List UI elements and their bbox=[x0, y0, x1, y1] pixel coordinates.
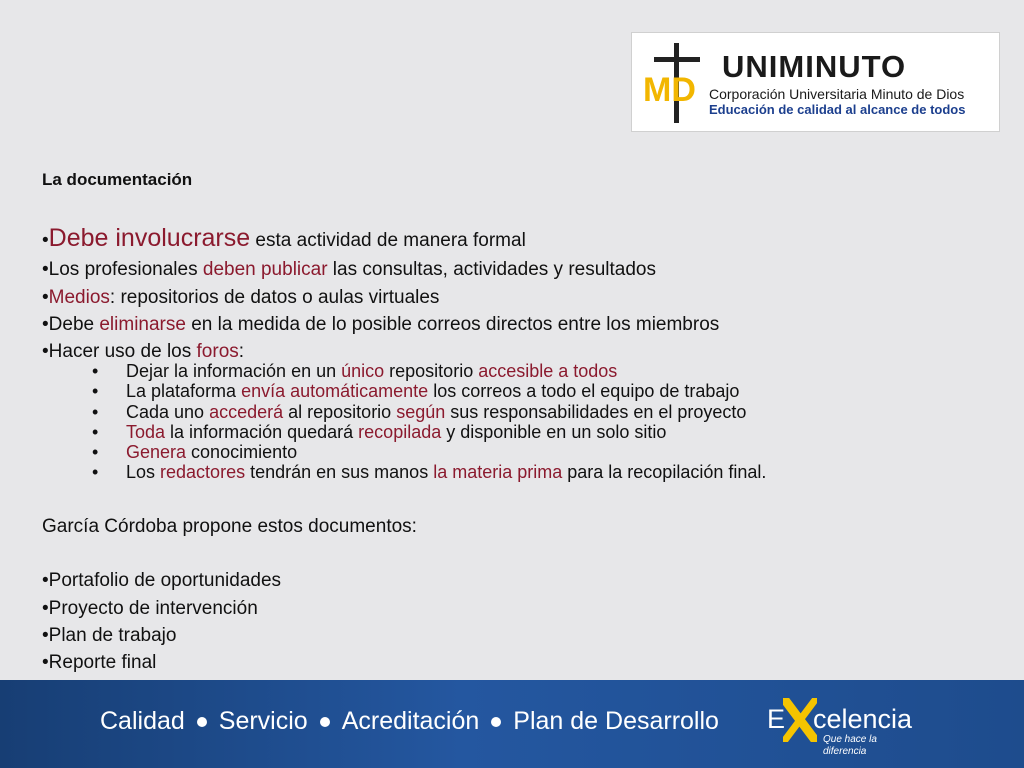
footer-item: Servicio bbox=[218, 707, 308, 735]
bullet-separator-icon bbox=[491, 717, 501, 727]
subbullet-6: • Los redactores tendrán en sus manos la materia prima para la recopilación final. bbox=[92, 462, 767, 482]
bullet-2: •Los profesionales deben publicar las consultas, actividades y resultados bbox=[42, 259, 656, 280]
subbullet-1: • Dejar la información en un único repositorio accesible a todos bbox=[92, 361, 618, 381]
footer-item: Plan de Desarrollo bbox=[513, 707, 719, 735]
document-item: •Reporte final bbox=[42, 652, 157, 673]
proposal-text: García Córdoba propone estos documentos: bbox=[42, 516, 417, 537]
bullet-separator-icon bbox=[197, 717, 207, 727]
bullet-4: •Debe eliminarse en la medida de lo posible correos directos entre los miembros bbox=[42, 314, 720, 335]
document-item: •Plan de trabajo bbox=[42, 625, 177, 646]
bullet-1: •Debe involucrarse esta actividad de manera formal bbox=[42, 224, 526, 252]
emphasis: Medios bbox=[48, 287, 110, 308]
emphasis: foros bbox=[196, 341, 239, 362]
svg-text:MD: MD bbox=[643, 71, 696, 109]
subbullet-2: • La plataforma envía automáticamente los correos a todo el equipo de trabajo bbox=[92, 381, 740, 401]
excelencia-tagline: Que hace la diferencia bbox=[823, 734, 877, 757]
subbullet-4: • Toda la información quedará recopilada y disponible en un solo sitio bbox=[92, 422, 667, 442]
document-item: •Proyecto de intervención bbox=[42, 598, 258, 619]
subbullet-3: • Cada uno accederá al repositorio según sus responsabilidades en el proyecto bbox=[92, 402, 747, 422]
logo-name: UNIMINUTO bbox=[722, 49, 907, 84]
document-item: •Portafolio de oportunidades bbox=[42, 570, 282, 591]
footer-values bbox=[100, 704, 719, 738]
excelencia-logo bbox=[767, 698, 917, 757]
footer-item: Calidad bbox=[100, 707, 185, 735]
bullet-separator-icon bbox=[320, 717, 330, 727]
bullet-3: •Medios: repositorios de datos o aulas virtuales bbox=[42, 287, 440, 308]
excelencia-e: E bbox=[767, 704, 786, 734]
emphasis: Debe involucrarse bbox=[48, 224, 251, 252]
md-cross-icon bbox=[640, 39, 710, 125]
logo-tagline: Educación de calidad al alcance de todos bbox=[709, 102, 966, 117]
bullet-5: •Hacer uso de los foros: bbox=[42, 341, 245, 362]
section-heading: La documentación bbox=[42, 170, 193, 189]
excelencia-word: celencia bbox=[813, 704, 913, 734]
logo-subtitle: Corporación Universitaria Minuto de Dios bbox=[709, 86, 965, 102]
footer-banner bbox=[0, 680, 1024, 768]
footer-item: Acreditación bbox=[341, 707, 480, 735]
emphasis: deben publicar bbox=[202, 259, 328, 280]
emphasis: eliminarse bbox=[99, 314, 186, 335]
yellow-x-icon bbox=[783, 698, 817, 742]
uniminuto-logo bbox=[631, 32, 1000, 132]
subbullet-5: • Genera conocimiento bbox=[92, 442, 298, 462]
